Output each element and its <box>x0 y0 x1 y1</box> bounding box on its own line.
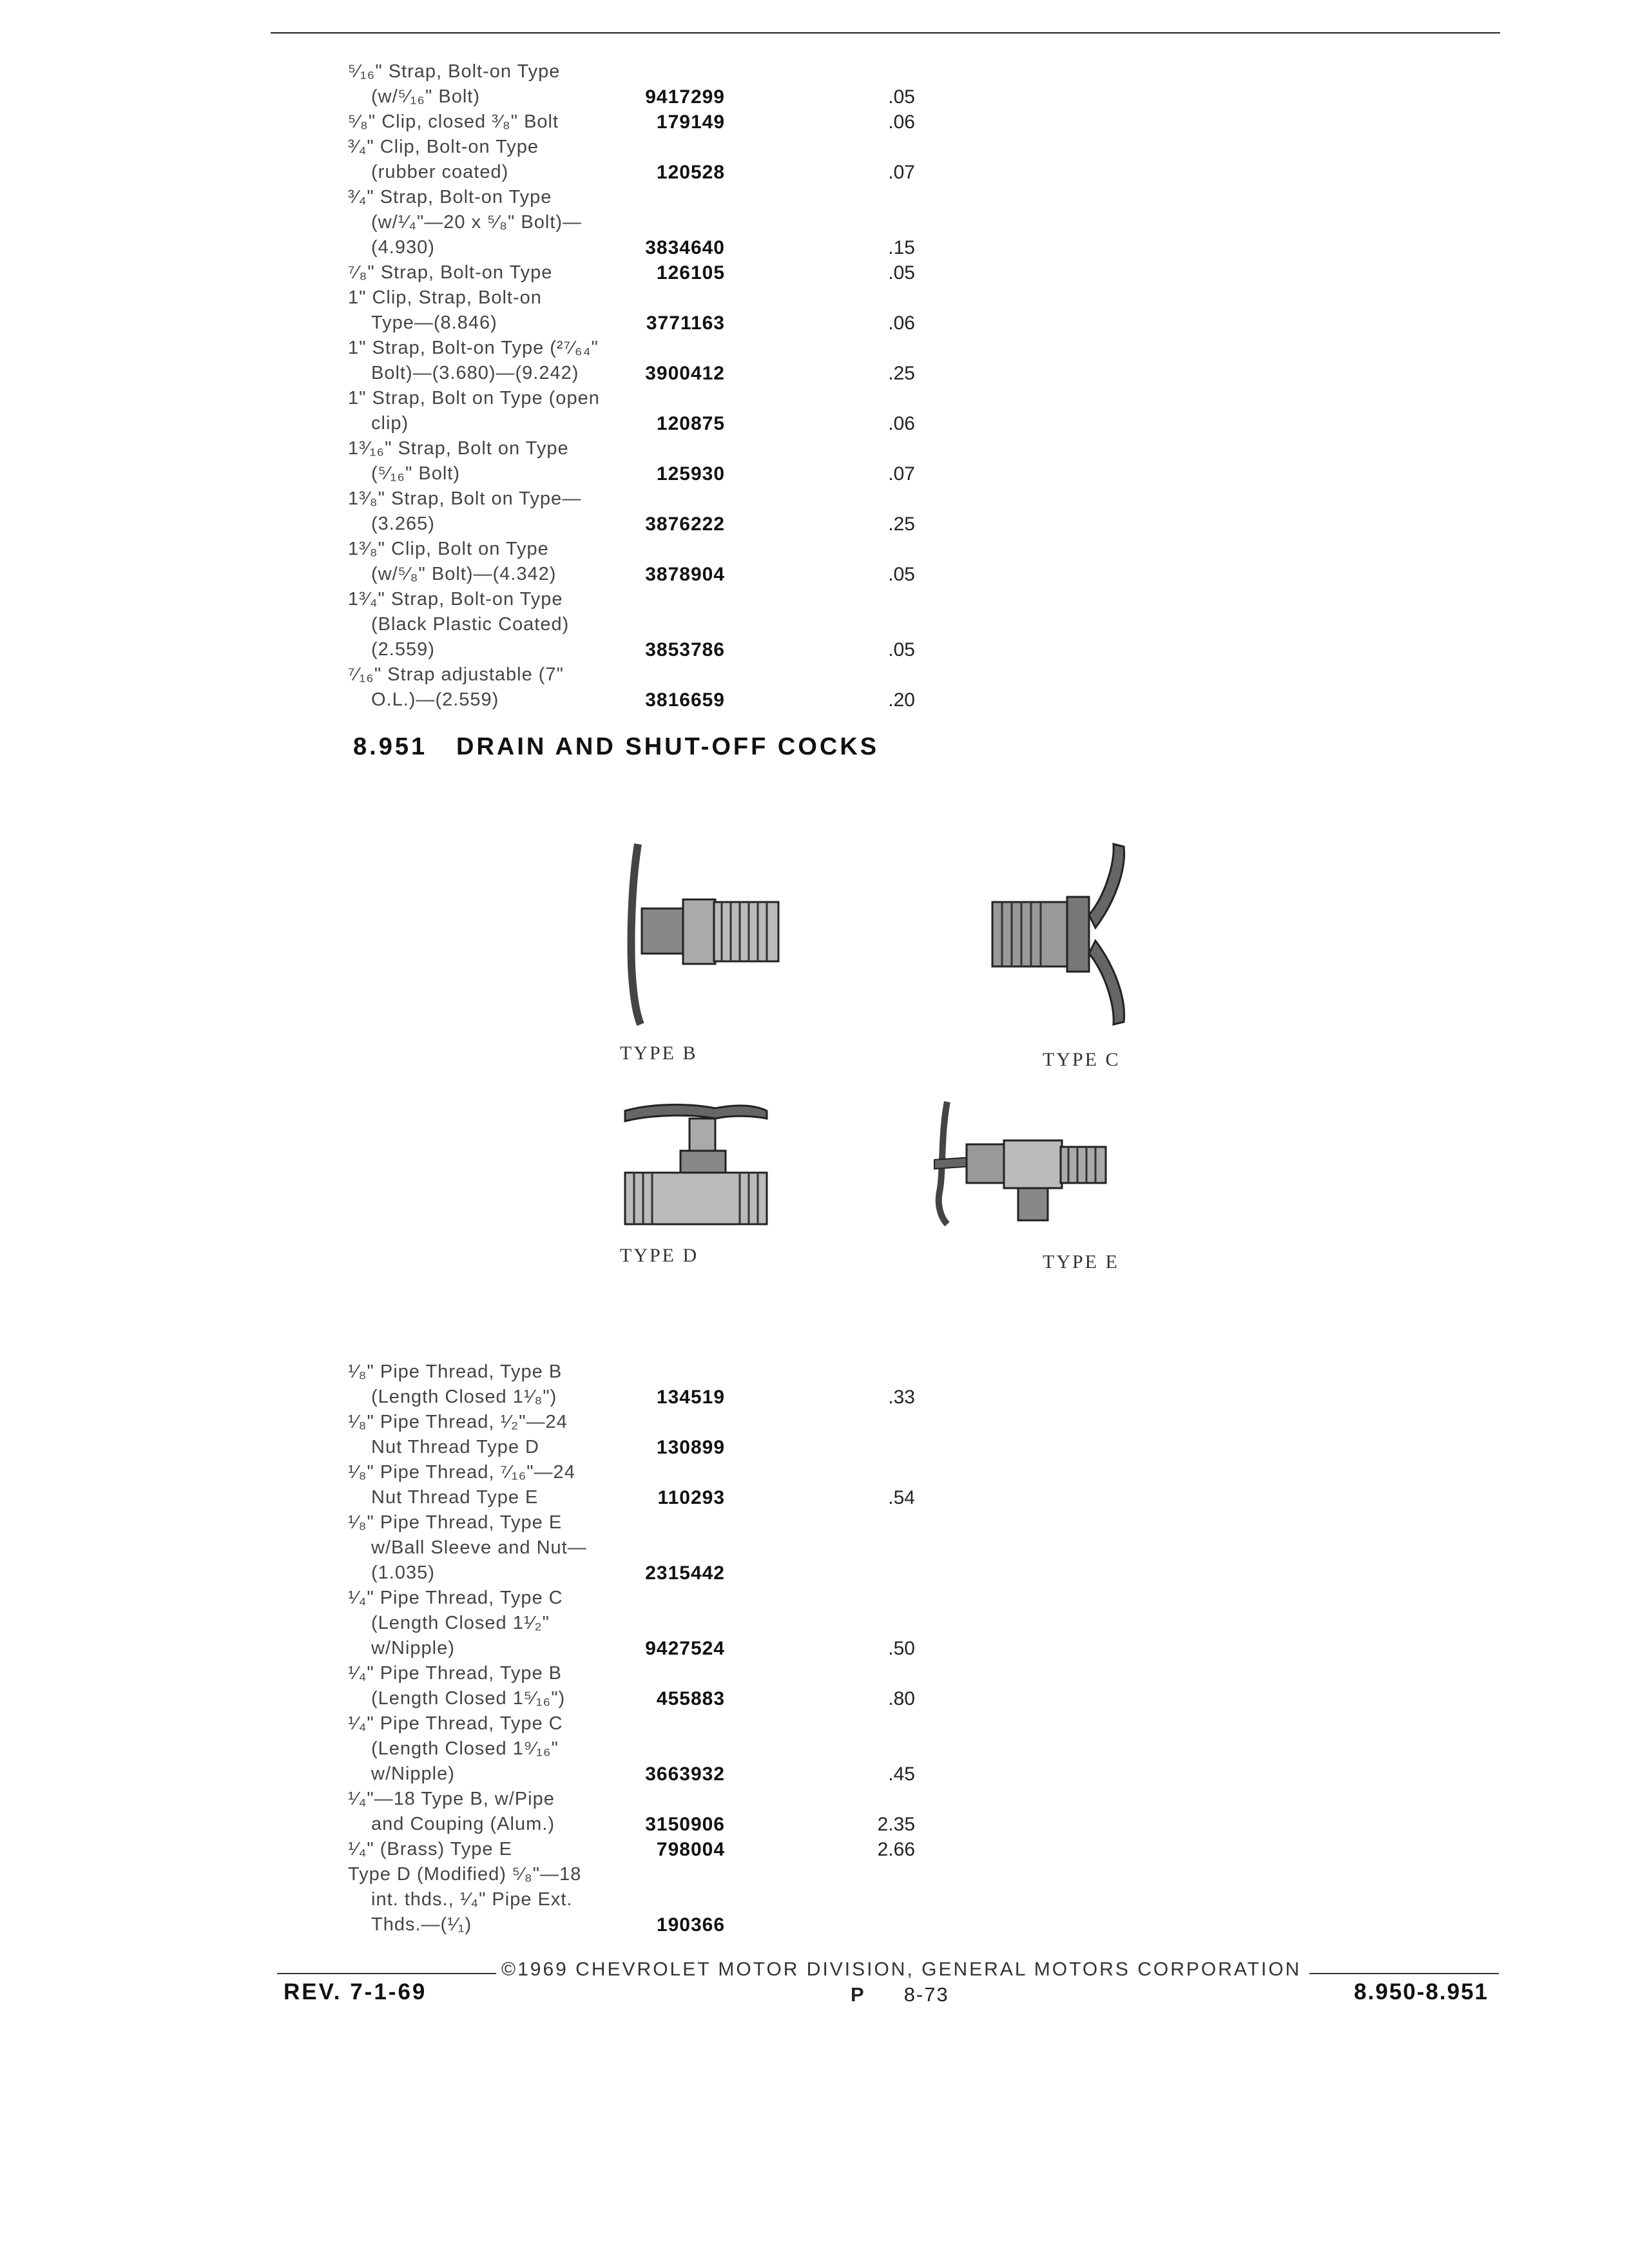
part-price: 2.35 <box>877 1814 915 1835</box>
part-description: 1³⁄₈" Strap, Bolt on Type— <box>348 488 582 509</box>
part-price: .15 <box>888 237 915 258</box>
part-price: .06 <box>888 413 915 434</box>
footer-rule-right <box>1309 1973 1499 1974</box>
part-entry <box>348 1862 915 1937</box>
part-description: ⁷⁄₈" Strap, Bolt-on Type <box>348 262 553 283</box>
part-description: (2.559) <box>371 639 435 660</box>
part-entry <box>348 386 915 436</box>
part-entry <box>348 1460 915 1510</box>
part-entry <box>348 486 915 537</box>
part-number: 120528 <box>656 162 725 183</box>
part-number: 3876222 <box>645 514 725 535</box>
part-description: Bolt)—(3.680)—(9.242) <box>371 363 579 383</box>
part-entry <box>348 1360 915 1410</box>
section-range: 8.950-8.951 <box>1354 1979 1489 2004</box>
part-description: ¹⁄₈" Pipe Thread, Type B <box>348 1361 563 1382</box>
part-description: ¹⁄₄" Pipe Thread, Type C <box>348 1588 563 1608</box>
part-description: (Black Plastic Coated) <box>371 614 570 635</box>
part-description: (Length Closed 1⁹⁄₁₆" <box>371 1738 559 1759</box>
part-description: Thds.—(¹⁄₁) <box>371 1914 472 1935</box>
revision-date: REV. 7-1-69 <box>284 1979 427 2004</box>
part-description: ¹⁄₄" (Brass) Type E <box>348 1839 512 1860</box>
part-entry <box>348 185 915 260</box>
part-number: 179149 <box>656 111 725 133</box>
drain-cock-type-e-illustration <box>928 1095 1115 1237</box>
part-number: 3816659 <box>645 689 725 711</box>
part-description: ⁵⁄₁₆" Strap, Bolt-on Type <box>348 61 561 82</box>
part-price: 2.66 <box>877 1839 915 1860</box>
figure-type-d <box>619 1095 773 1231</box>
part-description: Type—(8.846) <box>371 312 497 333</box>
copyright-line: ©1969 CHEVROLET MOTOR DIVISION, GENERAL MOTORS CORPORATION <box>501 1959 1302 1980</box>
part-number: 130899 <box>656 1437 725 1458</box>
part-description: (1.035) <box>371 1562 435 1583</box>
part-price: .05 <box>888 86 915 108</box>
part-price: .05 <box>888 564 915 585</box>
part-number: 3878904 <box>645 564 725 585</box>
part-entry <box>348 662 915 713</box>
part-number: 3150906 <box>645 1814 725 1835</box>
part-entry <box>348 1510 915 1586</box>
part-number: 798004 <box>656 1839 725 1860</box>
part-entry <box>348 537 915 587</box>
part-number: 190366 <box>656 1914 725 1936</box>
part-number: 126105 <box>656 262 725 284</box>
part-description: (Length Closed 1¹⁄₂" <box>371 1613 550 1633</box>
part-entry <box>348 436 915 486</box>
part-description: Type D (Modified) ⁵⁄₈"—18 <box>348 1864 582 1885</box>
part-number: 9427524 <box>645 1638 725 1659</box>
drain-cock-type-d-illustration <box>619 1095 773 1231</box>
part-entry <box>348 1837 915 1862</box>
section-title: DRAIN AND SHUT-OFF COCKS <box>456 733 880 760</box>
part-description: (w/⁵⁄₁₆" Bolt) <box>371 86 480 107</box>
top-rule <box>271 32 1500 34</box>
part-entry <box>348 587 915 662</box>
drain-cock-type-b-illustration <box>619 838 786 1031</box>
part-description: ¹⁄₈" Pipe Thread, ¹⁄₂"—24 <box>348 1412 568 1432</box>
part-description: (⁵⁄₁₆" Bolt) <box>371 463 460 484</box>
part-entry <box>348 1410 915 1460</box>
part-description: 1³⁄₄" Strap, Bolt-on Type <box>348 589 563 610</box>
part-number: 3853786 <box>645 639 725 660</box>
part-entry <box>348 110 915 135</box>
part-number: 9417299 <box>645 86 725 108</box>
page-number-value: 8-73 <box>903 1983 949 2006</box>
part-entry <box>348 1586 915 1661</box>
part-price: .50 <box>888 1638 915 1659</box>
section-heading <box>353 733 879 761</box>
part-price: .06 <box>888 111 915 133</box>
part-description: (4.930) <box>371 237 435 258</box>
part-price: .45 <box>888 1763 915 1785</box>
part-description: ¹⁄₄" Pipe Thread, Type B <box>348 1663 563 1684</box>
part-description: and Couping (Alum.) <box>371 1814 555 1834</box>
part-description: ¹⁄₄"—18 Type B, w/Pipe <box>348 1789 555 1809</box>
part-entry <box>348 1787 915 1837</box>
part-description: w/Nipple) <box>371 1763 455 1784</box>
part-description: 1" Clip, Strap, Bolt-on <box>348 287 542 308</box>
part-price: .07 <box>888 162 915 183</box>
part-price: .07 <box>888 463 915 485</box>
parts-list-straps-clips <box>348 59 915 713</box>
caption-type-d: TYPE D <box>620 1245 699 1266</box>
figure-type-c <box>967 838 1134 1031</box>
figure-type-b <box>619 838 786 1031</box>
part-description: w/Ball Sleeve and Nut— <box>371 1537 587 1558</box>
part-description: 1" Strap, Bolt-on Type (²⁷⁄₆₄" <box>348 338 599 358</box>
part-number: 3663932 <box>645 1763 725 1785</box>
part-entry <box>348 1711 915 1787</box>
caption-type-c: TYPE C <box>1043 1049 1121 1070</box>
part-entry <box>348 285 915 336</box>
part-description: ¹⁄₈" Pipe Thread, Type E <box>348 1512 563 1533</box>
part-description: (3.265) <box>371 514 435 534</box>
caption-type-e: TYPE E <box>1043 1251 1119 1273</box>
part-description: Nut Thread Type E <box>371 1487 539 1508</box>
part-price: .05 <box>888 639 915 660</box>
part-price: .25 <box>888 514 915 535</box>
part-description: ⁵⁄₈" Clip, closed ³⁄₈" Bolt <box>348 111 559 132</box>
page-prefix: P <box>851 1983 865 2006</box>
part-description: 1" Strap, Bolt on Type (open <box>348 388 600 408</box>
part-number: 3771163 <box>646 312 725 334</box>
part-price: .54 <box>888 1487 915 1508</box>
caption-type-b: TYPE B <box>620 1043 698 1064</box>
part-description: (Length Closed 1¹⁄₈") <box>371 1387 557 1407</box>
part-number: 2315442 <box>645 1562 725 1584</box>
part-description: (rubber coated) <box>371 162 509 182</box>
part-description: ¹⁄₈" Pipe Thread, ⁷⁄₁₆"—24 <box>348 1462 575 1483</box>
section-number: 8.951 <box>353 733 428 760</box>
part-description: (w/¹⁄₄"—20 x ⁵⁄₈" Bolt)— <box>371 212 583 233</box>
page-number <box>851 1983 949 2006</box>
part-description: w/Nipple) <box>371 1638 455 1658</box>
part-description: O.L.)—(2.559) <box>371 689 499 710</box>
part-number: 134519 <box>656 1387 725 1408</box>
part-number: 125930 <box>656 463 725 485</box>
part-description: ¹⁄₄" Pipe Thread, Type C <box>348 1713 563 1734</box>
part-price: .33 <box>888 1387 915 1408</box>
footer-rule-left <box>277 1973 496 1974</box>
part-description: int. thds., ¹⁄₄" Pipe Ext. <box>371 1889 573 1910</box>
part-price: .05 <box>888 262 915 284</box>
part-description: ⁷⁄₁₆" Strap adjustable (7" <box>348 664 564 685</box>
part-entry <box>348 135 915 185</box>
part-number: 3834640 <box>645 237 725 258</box>
part-description: 1³⁄₁₆" Strap, Bolt on Type <box>348 438 569 459</box>
part-price: .06 <box>888 312 915 334</box>
part-number: 455883 <box>656 1688 725 1709</box>
drain-cock-type-c-illustration <box>967 838 1134 1031</box>
part-description: ³⁄₄" Clip, Bolt-on Type <box>348 137 539 157</box>
part-number: 3900412 <box>645 363 725 384</box>
part-entry <box>348 260 915 285</box>
part-entry <box>348 336 915 386</box>
part-description: clip) <box>371 413 409 434</box>
part-description: ³⁄₄" Strap, Bolt-on Type <box>348 187 552 207</box>
part-price: .25 <box>888 363 915 384</box>
part-number: 110293 <box>657 1487 725 1508</box>
part-description: Nut Thread Type D <box>371 1437 539 1457</box>
part-price: .80 <box>888 1688 915 1709</box>
part-description: 1³⁄₈" Clip, Bolt on Type <box>348 539 549 559</box>
part-description: (Length Closed 1⁵⁄₁₆") <box>371 1688 566 1709</box>
part-number: 120875 <box>656 413 725 434</box>
part-description: (w/⁵⁄₈" Bolt)—(4.342) <box>371 564 557 584</box>
part-price: .20 <box>888 689 915 711</box>
parts-list-drain-cocks <box>348 1360 915 1937</box>
part-entry <box>348 1661 915 1711</box>
part-entry <box>348 59 915 110</box>
figure-type-e <box>928 1095 1115 1237</box>
